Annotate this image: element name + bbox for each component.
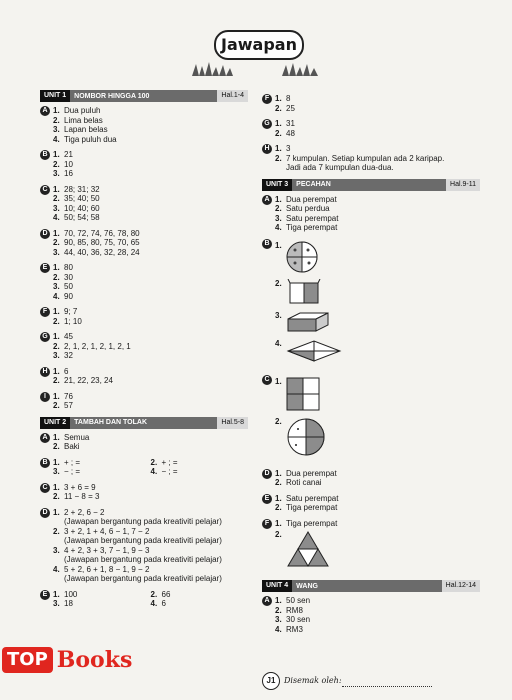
item-num: 2. — [53, 526, 60, 536]
letter-badge: E — [262, 494, 272, 504]
answer-text: + ; = — [161, 457, 178, 467]
u1-group-a — [40, 106, 248, 144]
answer-text: 2, 1, 2, 1, 2, 1, 2, 1 — [64, 341, 131, 351]
answer-text: 90, 85, 80, 75, 70, 65 — [64, 238, 140, 247]
u1-group-f — [40, 307, 248, 326]
answer-text: Tiga puluh dua — [64, 134, 117, 144]
pizza-fraction-figure — [286, 241, 318, 273]
item-num: 4. — [275, 338, 282, 348]
answer-text: 66 — [161, 589, 171, 599]
answer-text: 45 — [64, 332, 73, 341]
u3-group-f — [262, 519, 480, 575]
page-number: J1 — [262, 672, 280, 690]
answer-text: Satu perempat — [286, 213, 339, 223]
right-column — [262, 94, 480, 640]
answer-text: RM8 — [286, 605, 303, 615]
item-num: 3. — [53, 467, 60, 476]
letter-badge: I — [40, 392, 50, 402]
answer-text: 35; 40; 50 — [64, 194, 100, 203]
unit-1-header — [40, 90, 248, 102]
square-fraction-figure — [286, 377, 320, 411]
letter-badge: B — [40, 458, 50, 468]
u2-group-a — [40, 433, 248, 452]
answer-text: 21 — [64, 150, 73, 159]
item-num: 3. — [53, 545, 60, 555]
item-num: 2. — [275, 278, 282, 288]
u2-group-c — [40, 483, 248, 502]
item-num: 3. — [275, 213, 282, 223]
item-num: 3. — [53, 282, 60, 291]
item-num: 1. — [275, 376, 282, 386]
u2-group-e — [40, 590, 248, 609]
unit-title: WANG — [296, 582, 318, 590]
letter-badge: E — [40, 590, 50, 600]
answer-text: − ; = — [64, 467, 81, 476]
answer-text: 11 − 8 = 3 — [64, 492, 100, 501]
answer-text: 3 + 6 = 9 — [64, 482, 96, 492]
item-num: 2. — [53, 194, 60, 203]
item-num: 2. — [53, 115, 60, 125]
u1-group-d — [40, 229, 248, 258]
item-num: 4. — [150, 599, 158, 608]
answer-text: − ; = — [161, 467, 178, 476]
answer-text: Tiga perempat — [286, 223, 338, 232]
answer-text: Dua perempat — [286, 468, 337, 478]
answer-text: 30 — [64, 272, 73, 282]
answer-text: 10 — [64, 159, 73, 169]
answer-text: Satu perempat — [286, 493, 339, 503]
item-num: 1. — [53, 332, 60, 341]
answer-text: 44, 40, 36, 32, 28, 24 — [64, 247, 140, 257]
answer-text: 4 + 2, 3 + 3, 7 − 1, 9 − 3 — [64, 545, 150, 555]
answer-text: 8 — [286, 94, 291, 103]
u2-group-d — [40, 508, 248, 584]
letter-badge: C — [40, 185, 50, 195]
item-num: 1. — [275, 194, 282, 204]
unit-page-ref: Hal.1-4 — [217, 90, 248, 102]
letter-badge: G — [262, 119, 272, 129]
unit-tag: UNIT 2 — [40, 417, 70, 429]
item-num: 3. — [53, 247, 60, 257]
letter-badge: C — [262, 375, 272, 385]
checked-by-label: Disemak oleh: — [284, 676, 342, 685]
answer-note: (Jawapan bergantung pada kreativiti pelajar) — [64, 574, 222, 583]
item-num: 1. — [53, 307, 60, 316]
item-num: 1. — [53, 150, 60, 159]
answer-text: 48 — [286, 128, 295, 138]
item-num: 1. — [275, 119, 282, 128]
answer-text: RM3 — [286, 624, 303, 634]
answer-text: 70, 72, 74, 76, 78, 80 — [64, 228, 140, 238]
answer-text: Semua — [64, 432, 90, 442]
answer-text: Lapan belas — [64, 125, 108, 134]
item-num: 4. — [53, 213, 60, 222]
item-num: 3. — [53, 169, 60, 178]
answer-text: Tiga perempat — [286, 518, 338, 528]
answer-text: Satu perdua — [286, 204, 330, 213]
answer-text: 6 — [64, 366, 69, 376]
logo-top: TOP — [2, 647, 53, 673]
answer-text: 1; 10 — [64, 316, 82, 326]
u3-group-b — [262, 239, 480, 369]
item-num: 1. — [275, 493, 282, 503]
answer-text: 5 + 2, 6 + 1, 8 − 1, 9 − 2 — [64, 564, 150, 574]
item-num: 4. — [275, 223, 282, 232]
u3-group-e — [262, 494, 480, 513]
item-num: 2. — [275, 204, 282, 213]
answer-text: 9; 7 — [64, 307, 78, 316]
answer-text: 80 — [64, 263, 73, 272]
answer-text: 25 — [286, 103, 295, 113]
letter-badge: C — [40, 483, 50, 493]
answer-note: Jadi ada 7 kumpulan dua-dua. — [286, 163, 394, 172]
item-num: 1. — [53, 228, 60, 238]
answer-text: 50 — [64, 282, 73, 291]
answer-text: 90 — [64, 291, 73, 301]
kite-fraction-figure — [286, 339, 342, 363]
item-num: 3. — [53, 203, 60, 213]
letter-badge: F — [262, 94, 272, 104]
item-num: 2. — [53, 316, 60, 326]
item-num: 1. — [53, 482, 60, 492]
item-num: 3. — [275, 615, 282, 624]
answer-text: 100 — [64, 589, 78, 599]
answer-text: 50; 54; 58 — [64, 213, 100, 222]
item-num: 1. — [53, 366, 60, 376]
item-num: 1. — [275, 468, 282, 478]
letter-badge: B — [262, 239, 272, 249]
u2-group-b — [40, 458, 248, 477]
item-num: 2. — [275, 103, 282, 113]
unit-page-ref: Hal.5-8 — [217, 417, 248, 429]
item-num: 2. — [275, 503, 282, 512]
u1-group-g — [40, 332, 248, 361]
u3-group-a — [262, 195, 480, 233]
answer-text: 57 — [64, 401, 73, 410]
answer-text: 28; 31; 32 — [64, 184, 100, 194]
letter-badge: F — [262, 519, 272, 529]
item-num: 4. — [150, 467, 158, 476]
u1-group-c — [40, 185, 248, 223]
unit-title: TAMBAH DAN TOLAK — [74, 419, 148, 426]
answer-text: 16 — [64, 169, 73, 178]
item-num: 3. — [53, 351, 60, 360]
letter-badge: D — [262, 469, 272, 479]
box-fraction-figure — [286, 279, 322, 305]
unit-tag: UNIT 1 — [40, 90, 70, 102]
page-footer — [262, 672, 480, 692]
u3-group-c — [262, 375, 480, 463]
letter-badge: H — [262, 144, 272, 154]
answer-text: Dua perempat — [286, 194, 337, 204]
item-num: 1. — [275, 518, 282, 528]
u4-group-a — [262, 596, 480, 634]
answer-note: (Jawapan bergantung pada kreativiti pelajar) — [64, 555, 222, 564]
letter-badge: A — [40, 106, 50, 116]
answer-text: 7 kumpulan. Setiap kumpulan ada 2 karipap. — [286, 153, 445, 163]
circle-fraction-figure — [286, 417, 326, 457]
item-num: 2. — [275, 153, 282, 163]
publisher-logo — [2, 646, 132, 674]
unit-page-ref: Hal.9-11 — [446, 179, 480, 191]
letter-badge: D — [40, 229, 50, 239]
answer-text: 3 — [286, 144, 291, 153]
answer-text: 6 — [161, 599, 166, 608]
logo-books: Books — [56, 647, 133, 673]
r-group-g — [262, 119, 480, 138]
item-num: 1. — [275, 240, 282, 250]
letter-badge: H — [40, 367, 50, 377]
unit-3-header — [262, 179, 480, 191]
item-num: 2. — [53, 401, 60, 410]
answer-text: 21, 22, 23, 24 — [64, 376, 113, 385]
answer-text: Baki — [64, 442, 80, 451]
item-num: 2. — [53, 272, 60, 282]
letter-badge: D — [40, 508, 50, 518]
title-banner — [192, 22, 322, 74]
item-num: 2. — [275, 605, 282, 615]
page-title: Jawapan — [214, 30, 304, 60]
item-num: 1. — [275, 94, 282, 103]
item-num: 2. — [150, 457, 158, 467]
item-num: 1. — [275, 144, 282, 153]
answer-text: + ; = — [64, 457, 81, 467]
u1-group-h — [40, 367, 248, 386]
letter-badge: B — [40, 150, 50, 160]
answer-text: Tiga perempat — [286, 503, 338, 512]
answer-text: 32 — [64, 351, 73, 360]
item-num: 1. — [275, 596, 282, 605]
item-num: 3. — [53, 599, 60, 608]
r-group-h — [262, 144, 480, 173]
item-num: 2. — [150, 589, 158, 599]
grass-decoration — [192, 62, 322, 76]
item-num: 1. — [53, 457, 60, 467]
item-num: 4. — [53, 564, 60, 574]
letter-badge: A — [262, 195, 272, 205]
signature-line — [342, 686, 432, 687]
answer-text: Roti canai — [286, 478, 322, 487]
item-num: 1. — [53, 184, 60, 194]
item-num: 1. — [53, 589, 60, 599]
u3-group-d — [262, 469, 480, 488]
item-num: 2. — [53, 376, 60, 385]
item-num: 1. — [53, 507, 60, 517]
item-num: 2. — [275, 416, 282, 426]
answer-text: 10; 40; 60 — [64, 203, 100, 213]
item-num: 1. — [53, 263, 60, 272]
answer-text: Dua puluh — [64, 106, 101, 115]
answer-text: 3 + 2, 1 + 4, 6 − 1, 7 − 2 — [64, 526, 150, 536]
unit-title: NOMBOR HINGGA 100 — [74, 92, 150, 100]
answer-text: 30 sen — [286, 615, 311, 624]
item-num: 2. — [53, 442, 60, 451]
r-group-f — [262, 94, 480, 113]
item-num: 2. — [53, 341, 60, 351]
item-num: 1. — [53, 106, 60, 115]
letter-badge: A — [40, 433, 50, 443]
left-column — [40, 90, 248, 615]
answer-note: (Jawapan bergantung pada kreativiti pelajar) — [64, 517, 222, 526]
item-num: 2. — [275, 128, 282, 138]
item-num: 2. — [53, 159, 60, 169]
item-num: 4. — [275, 624, 282, 634]
item-num: 1. — [53, 432, 60, 442]
unit-4-header — [262, 580, 480, 592]
item-num: 2. — [53, 238, 60, 247]
answer-note: (Jawapan bergantung pada kreativiti pelajar) — [64, 536, 222, 545]
letter-badge: G — [40, 332, 50, 342]
letter-badge: A — [262, 596, 272, 606]
item-num: 3. — [53, 125, 60, 134]
answer-text: Lima belas — [64, 115, 103, 125]
unit-title: PECAHAN — [296, 181, 331, 188]
cake-fraction-figure — [286, 311, 330, 333]
item-num: 4. — [53, 291, 60, 301]
u1-group-b — [40, 150, 248, 179]
item-num: 2. — [275, 530, 282, 539]
answer-text: 76 — [64, 391, 73, 401]
item-num: 2. — [53, 492, 60, 501]
letter-badge: F — [40, 307, 50, 317]
answer-text: 2 + 2, 6 − 2 — [64, 507, 105, 517]
u1-group-i — [40, 392, 248, 411]
answer-text: 50 sen — [286, 596, 311, 605]
unit-tag: UNIT 4 — [262, 580, 292, 592]
triangle-fraction-figure — [286, 530, 330, 568]
item-num: 4. — [53, 134, 60, 144]
item-num: 2. — [275, 478, 282, 487]
u1-group-e — [40, 263, 248, 301]
unit-2-header — [40, 417, 248, 429]
answer-text: 31 — [286, 119, 295, 128]
letter-badge: E — [40, 263, 50, 273]
unit-page-ref: Hal.12-14 — [442, 580, 480, 592]
item-num: 1. — [53, 391, 60, 401]
item-num: 3. — [275, 310, 282, 320]
unit-tag: UNIT 3 — [262, 179, 292, 191]
answer-text: 18 — [64, 599, 73, 608]
